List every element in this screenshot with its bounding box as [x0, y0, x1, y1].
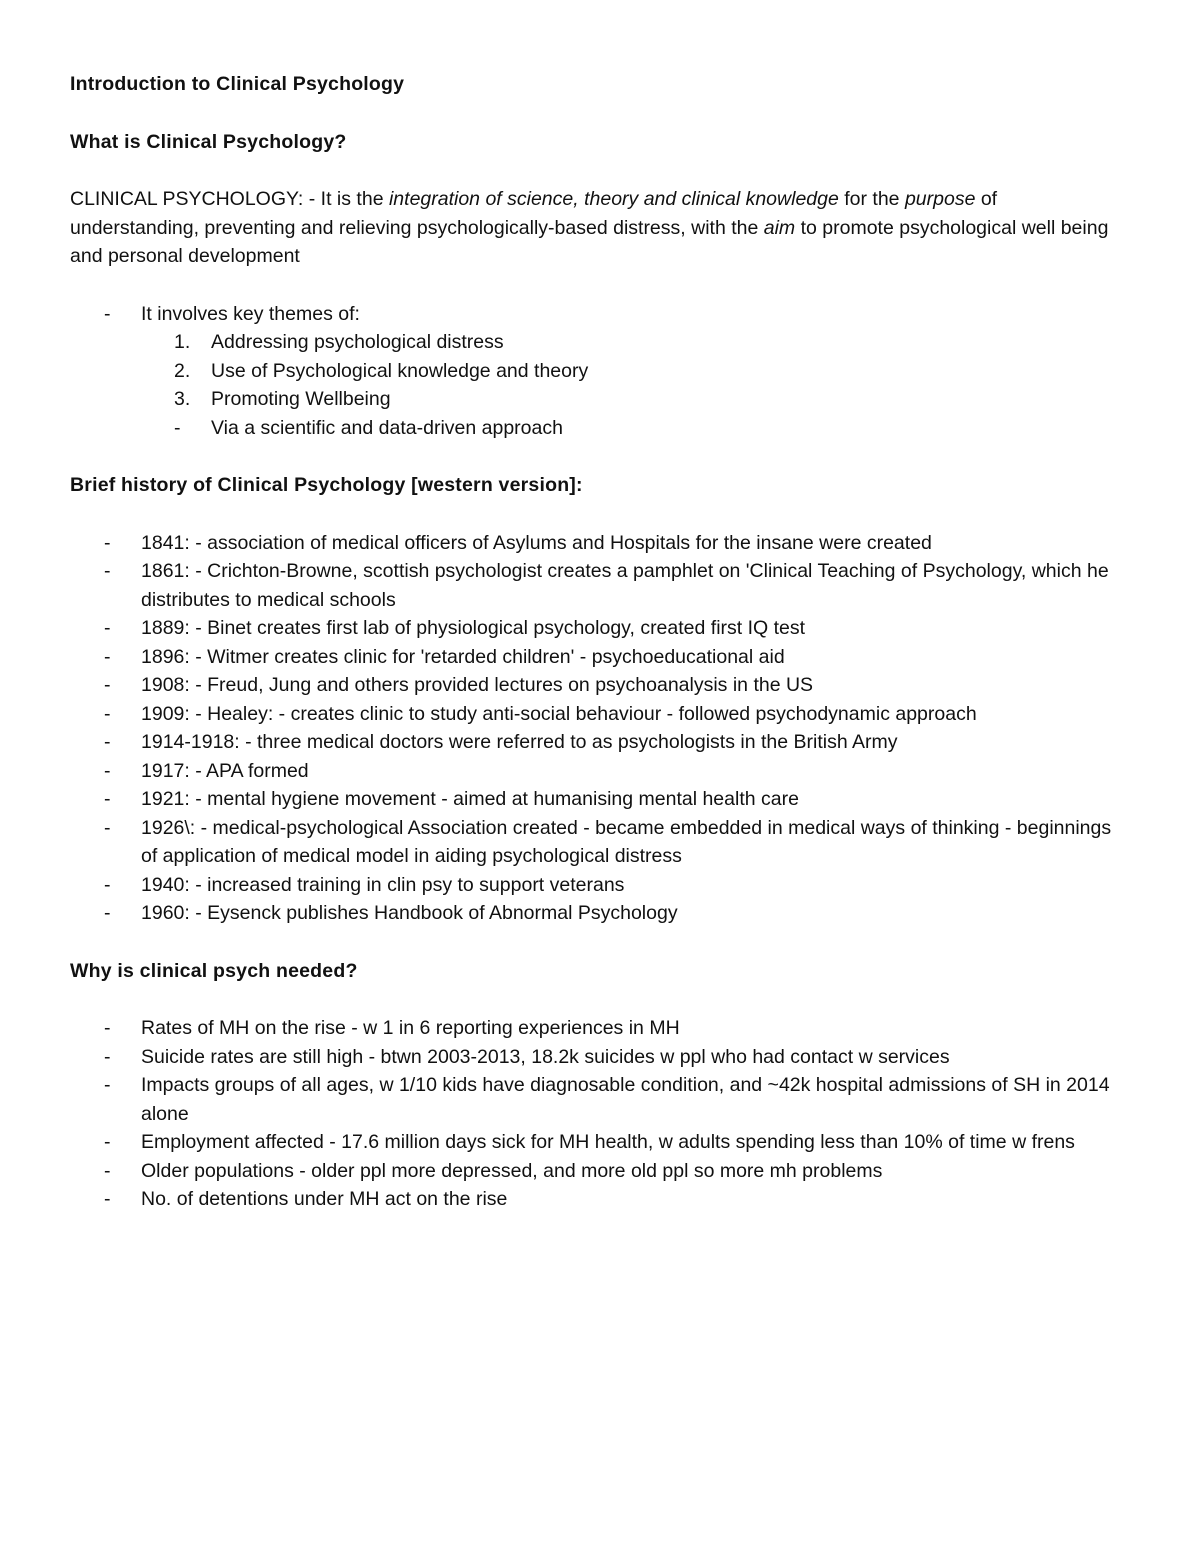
- history-item-text: 1909: - Healey: - creates clinic to study anti-social behaviour - followed psychodynamic approach: [141, 702, 977, 725]
- reason-item-text: Impacts groups of all ages, w 1/10 kids have diagnosable condition, and ~42k hospital admissions of SH in 2014 alone: [141, 1074, 1110, 1125]
- list-item: [70, 529, 1130, 558]
- list-item: [70, 1043, 1130, 1072]
- dash-bullet: -: [104, 759, 111, 782]
- reason-item-text: Employment affected - 17.6 million days sick for MH health, w adults spending less than 10% of time w frens: [141, 1131, 1075, 1153]
- dash-bullet: -: [104, 816, 111, 839]
- dash-bullet: -: [104, 788, 111, 810]
- dash-bullet: -: [104, 1131, 111, 1153]
- history-item-text: 1960: - Eysenck publishes Handbook of Abnormal Psychology: [141, 902, 678, 924]
- list-item: [70, 814, 1130, 871]
- document-title: Introduction to Clinical Psychology: [70, 73, 405, 95]
- dash-bullet: -: [104, 1159, 111, 1182]
- list-item: [70, 899, 1130, 928]
- section-heading-history: Brief history of Clinical Psychology [western version]:: [70, 474, 583, 496]
- list-item: [70, 1014, 1130, 1043]
- history-item-text: 1861: - Crichton-Browne, scottish psychologist creates a pamphlet on 'Clinical Teaching of Psychology, which he distributes to medical schools: [141, 560, 1109, 611]
- theme-text: Use of Psychological knowledge and theory: [211, 359, 589, 382]
- themes-sublist: [70, 328, 1130, 442]
- theme-text: Promoting Wellbeing: [211, 388, 391, 410]
- list-item: [70, 557, 1130, 614]
- dash-bullet: -: [104, 731, 111, 753]
- history-item-text: 1917: - APA formed: [141, 759, 309, 782]
- definition-emphasis-aim: aim: [763, 216, 796, 239]
- history-list: [70, 529, 1130, 928]
- definition-mid-1: for the: [838, 188, 905, 210]
- dash-bullet: -: [104, 560, 111, 582]
- dash-bullet: -: [104, 1074, 111, 1096]
- list-item: [70, 757, 1130, 786]
- list-item: [70, 671, 1130, 700]
- themes-list: [70, 300, 1130, 329]
- list-item: [70, 785, 1130, 814]
- theme-text: Via a scientific and data-driven approach: [211, 416, 563, 439]
- history-item-text: 1926\: - medical-psychological Association created - became embedded in medical ways of thinking - beginnings of application of medical model in aiding psychological distress: [141, 816, 1112, 867]
- dash-bullet: -: [104, 1017, 111, 1039]
- reason-item-text: No. of detentions under MH act on the rise: [141, 1188, 508, 1210]
- list-item: [141, 357, 1130, 386]
- list-marker: 1.: [174, 331, 191, 353]
- list-item: [70, 1157, 1130, 1186]
- dash-bullet: -: [104, 302, 111, 325]
- dash-bullet: -: [104, 617, 111, 639]
- section-heading-what-is: What is Clinical Psychology?: [70, 130, 347, 153]
- list-item: [70, 614, 1130, 643]
- reason-item-text: Rates of MH on the rise - w 1 in 6 reporting experiences in MH: [141, 1017, 680, 1039]
- dash-bullet: -: [104, 674, 111, 696]
- reason-item-text: Suicide rates are still high - btwn 2003-2013, 18.2k suicides w ppl who had contact w services: [141, 1045, 950, 1068]
- history-item-text: 1896: - Witmer creates clinic for 'retarded children' - psychoeducational aid: [141, 645, 785, 668]
- reason-item-text: Older populations - older ppl more depressed, and more old ppl so more mh problems: [141, 1159, 883, 1182]
- list-item: [70, 300, 1130, 329]
- dash-bullet: -: [104, 1045, 111, 1068]
- definition-paragraph: [70, 185, 1130, 271]
- list-item: [141, 414, 1130, 443]
- definition-tail: to promote psychological well being and personal development: [70, 216, 1109, 267]
- dash-bullet: -: [104, 902, 111, 924]
- history-item-text: 1889: - Binet creates first lab of physiological psychology, created first IQ test: [141, 617, 806, 639]
- list-marker: 2.: [174, 359, 191, 382]
- dash-bullet: -: [104, 702, 111, 725]
- list-item: [141, 328, 1130, 357]
- history-item-text: 1908: - Freud, Jung and others provided lectures on psychoanalysis in the US: [141, 674, 814, 696]
- history-item-text: 1841: - association of medical officers of Asylums and Hospitals for the insane were created: [141, 531, 932, 554]
- dash-bullet: -: [104, 873, 111, 896]
- reasons-list: [70, 1014, 1130, 1214]
- list-item: [70, 871, 1130, 900]
- history-item-text: 1940: - increased training in clin psy to support veterans: [141, 873, 625, 896]
- dash-bullet: -: [104, 645, 111, 668]
- dash-bullet: -: [104, 1188, 111, 1210]
- dash-bullet: -: [104, 531, 111, 554]
- list-item: [70, 1128, 1130, 1157]
- definition-emphasis-integration: integration of science, theory and clinical knowledge: [388, 188, 839, 210]
- list-item: [70, 728, 1130, 757]
- list-item: [70, 1071, 1130, 1128]
- list-item: [70, 1185, 1130, 1214]
- definition-emphasis-purpose: purpose: [904, 188, 976, 210]
- list-marker: -: [174, 416, 181, 439]
- history-item-text: 1921: - mental hygiene movement - aimed at humanising mental health care: [141, 788, 799, 810]
- theme-text: Addressing psychological distress: [211, 331, 504, 353]
- list-item: [70, 700, 1130, 729]
- list-item: [70, 643, 1130, 672]
- themes-intro: It involves key themes of:: [141, 302, 360, 325]
- section-heading-why-needed: Why is clinical psych needed?: [70, 959, 358, 982]
- list-marker: 3.: [174, 388, 191, 410]
- definition-lead: CLINICAL PSYCHOLOGY: - It is the: [70, 188, 389, 210]
- definition-mid-2: of understanding, preventing and relieving psychologically-based distress, with the: [70, 188, 998, 239]
- history-item-text: 1914-1918: - three medical doctors were referred to as psychologists in the British Army: [141, 731, 898, 753]
- list-item: [141, 385, 1130, 414]
